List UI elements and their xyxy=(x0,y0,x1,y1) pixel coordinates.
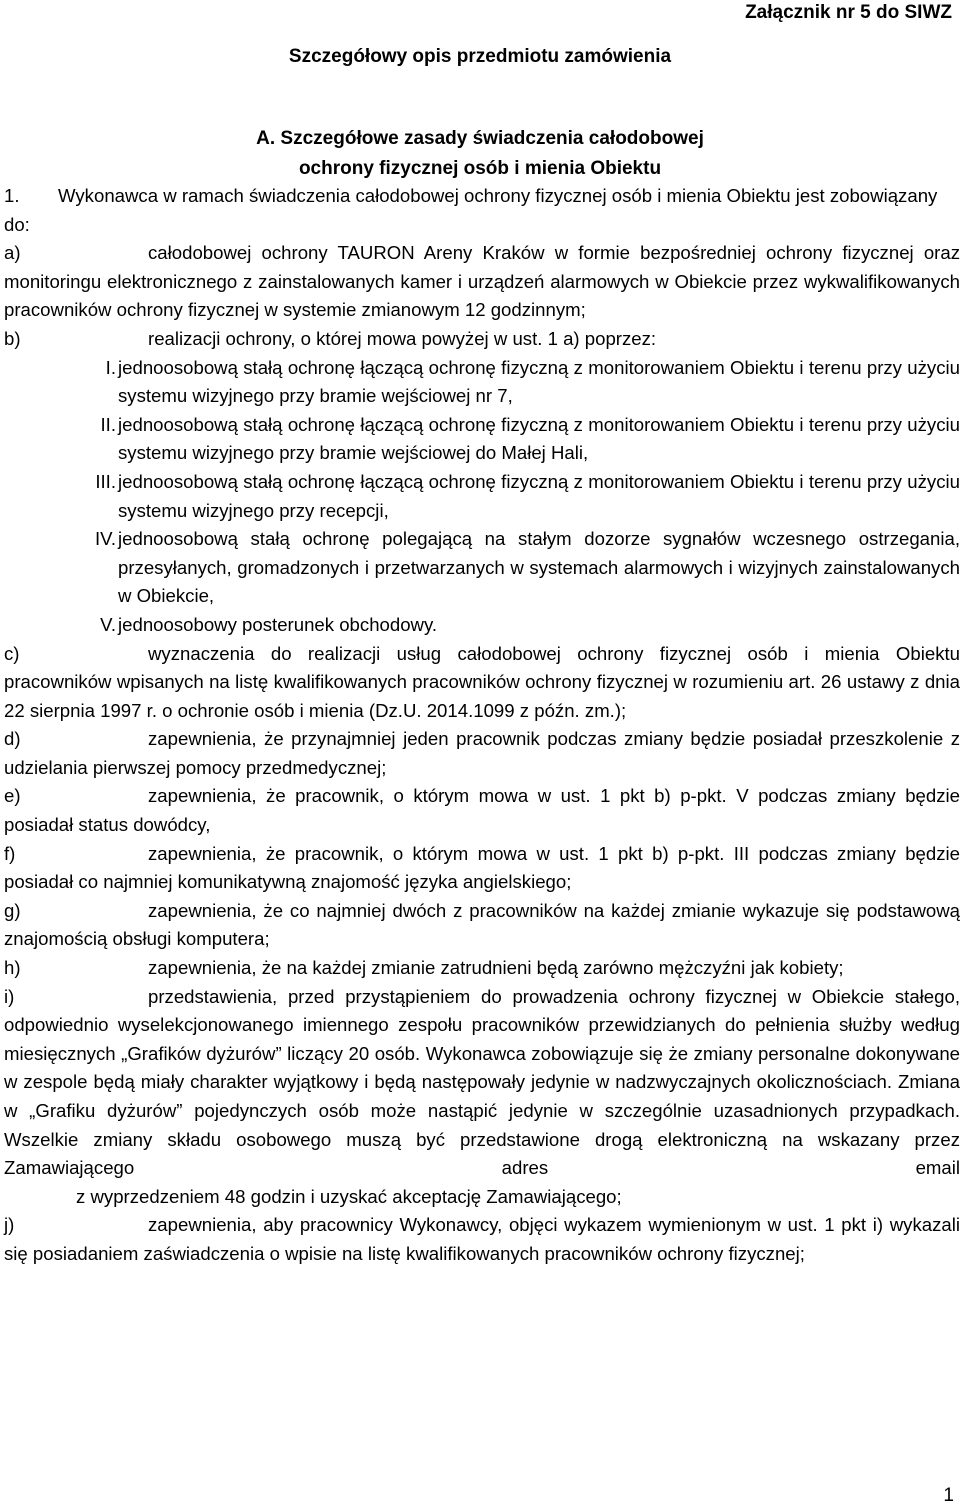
roman-item-1 xyxy=(4,354,960,411)
roman-item-4-number: IV. xyxy=(94,528,116,550)
item-a-text: całodobowej ochrony TAURON Areny Kraków w formie bezpośredniej ochrony fizycznej oraz monitoringu elektronicznego z zainstalowanych kamer i urządzeń alarmowych w Obiekcie przez wykwalifikowanych pracowników ochrony fizycznej w systemie zmianowym 12 godzinnym; xyxy=(4,242,960,321)
section-heading xyxy=(0,124,960,184)
item-j-label: j) xyxy=(4,1214,15,1236)
roman-item-5 xyxy=(4,611,960,640)
item-c xyxy=(4,640,960,726)
item-g-text: zapewnienia, że co najmniej dwóch z pracowników na każdej zmianie wykazuje się podstawową znajomością obsługi komputera; xyxy=(4,899,960,950)
item-j xyxy=(4,1211,960,1268)
page-number: 1 xyxy=(943,1485,954,1506)
item-h-text: zapewnienia, że na każdej zmianie zatrudnieni będą zarówno mężczyźni jak kobiety; xyxy=(148,957,844,979)
item-c-text: wyznaczenia do realizacji usług całodobowej ochrony fizycznej osób i mienia Obiektu pracowników wpisanych na listę kwalifikowanych pracowników ochrony fizycznej w rozumieniu art. 26 ustawy z dnia 22 sierpnia 1997 r. o ochronie osób i mienia (Dz.U. 2014.1099 z późn. zm.); xyxy=(4,642,960,721)
roman-item-2 xyxy=(4,411,960,468)
roman-item-2-number: II. xyxy=(100,413,116,435)
roman-item-1-text: jednoosobową stałą ochronę łączącą ochronę fizyczną z monitorowaniem Obiektu i terenu przy użyciu systemu wizyjnego przy bramie wejściowej nr 7, xyxy=(118,356,960,407)
item-i xyxy=(4,983,960,1212)
item-h-label: h) xyxy=(4,957,21,979)
roman-item-3-number: III. xyxy=(95,470,116,492)
item-b-text: realizacji ochrony, o której mowa powyżej w ust. 1 a) poprzez: xyxy=(148,327,657,349)
item-i-text: przedstawienia, przed przystąpieniem do prowadzenia ochrony fizycznej w Obiekcie stałego, odpowiednio wyselekcjonowanego imiennego zespołu pracowników przewidzianych do pełnienia służby według miesięcznych „Grafików dyżurów” liczący 20 osób. Wykonawca zobowiązuje się że zmiany personalne dokonywane w zespole będą miały charakter wyjątkowy i będą następowały jedynie w nadzwyczajnych okolicznościach. Zmiana w „Grafiku dyżurów” pojedynczych osób może nastąpić jedynie w szczególnie uzasadnionych przypadkach. Wszelkie zmiany składu osobowego muszą być przedstawione drogą elektroniczną na wskazany przez Zamawiającego adres email xyxy=(4,985,960,1179)
item-i-label: i) xyxy=(4,985,15,1007)
item-f-text: zapewnienia, że pracownik, o którym mowa w ust. 1 pkt b) p-pkt. III podczas zmiany będzie posiadał co najmniej komunikatywną znajomość języka angielskiego; xyxy=(4,842,960,893)
roman-item-5-number: V. xyxy=(100,613,116,635)
roman-item-3-text: jednoosobową stałą ochronę łączącą ochronę fizyczną z monitorowaniem Obiektu i terenu przy użyciu systemu wizyjnego przy recepcji, xyxy=(118,470,960,521)
point-1-number: 1. xyxy=(4,185,20,206)
item-f-label: f) xyxy=(4,842,16,864)
item-i-text-end: z wyprzedzeniem 48 godzin i uzyskać akceptację Zamawiającego; xyxy=(76,1185,622,1207)
item-g-label: g) xyxy=(4,899,21,921)
point-1-text: Wykonawca w ramach świadczenia całodobowej ochrony fizycznej osób i mienia Obiektu jest zobowiązany do: xyxy=(4,185,938,235)
item-d-text: zapewnienia, że przynajmniej jeden pracownik podczas zmiany będzie posiadał przeszkolenie z udzielania pierwszej pomocy przedmedycznej; xyxy=(4,728,960,778)
item-e-text: zapewnienia, że pracownik, o którym mowa w ust. 1 pkt b) p-pkt. V podczas zmiany będzie posiadał status dowódcy, xyxy=(4,785,960,836)
item-f xyxy=(4,840,960,897)
roman-item-5-text: jednoosobowy posterunek obchodowy. xyxy=(118,613,438,635)
item-b xyxy=(4,325,960,354)
item-a-label: a) xyxy=(4,242,21,264)
roman-item-4 xyxy=(4,525,960,611)
item-g xyxy=(4,897,960,954)
roman-item-4-text: jednoosobową stałą ochronę polegającą na stałym dozorze sygnałów wczesnego ostrzegania, przesyłanych, gromadzonych i przetwarzanych w systemach alarmowych i wizyjnych zainstalowanych w Obiekcie, xyxy=(118,528,960,607)
item-d xyxy=(4,725,960,782)
roman-item-2-text: jednoosobową stałą ochronę łączącą ochronę fizyczną z monitorowaniem Obiektu i terenu przy użyciu systemu wizyjnego przy bramie wejściowej do Małej Hali, xyxy=(118,413,960,464)
item-c-label: c) xyxy=(4,642,20,664)
point-1 xyxy=(4,182,960,239)
document-body xyxy=(4,182,960,1269)
annex-label: Załącznik nr 5 do SIWZ xyxy=(745,2,952,23)
roman-item-1-number: I. xyxy=(105,356,116,378)
item-b-label: b) xyxy=(4,327,21,349)
item-e xyxy=(4,782,960,839)
item-h xyxy=(4,954,960,983)
item-j-text: zapewnienia, aby pracownicy Wykonawcy, objęci wykazem wymienionym w ust. 1 pkt i) wykazali się posiadaniem zaświadczenia o wpisie na listę kwalifikowanych pracowników ochrony fizycznej; xyxy=(4,1214,960,1264)
document-title: Szczegółowy opis przedmiotu zamówienia xyxy=(288,46,672,67)
item-d-label: d) xyxy=(4,728,21,750)
section-heading-line-1: A. Szczegółowe zasady świadczenia całodobowej xyxy=(256,128,704,149)
section-heading-line-2: ochrony fizycznej osób i mienia Obiektu xyxy=(298,158,662,179)
roman-item-3 xyxy=(4,468,960,525)
item-e-label: e) xyxy=(4,785,21,807)
item-a xyxy=(4,239,960,325)
